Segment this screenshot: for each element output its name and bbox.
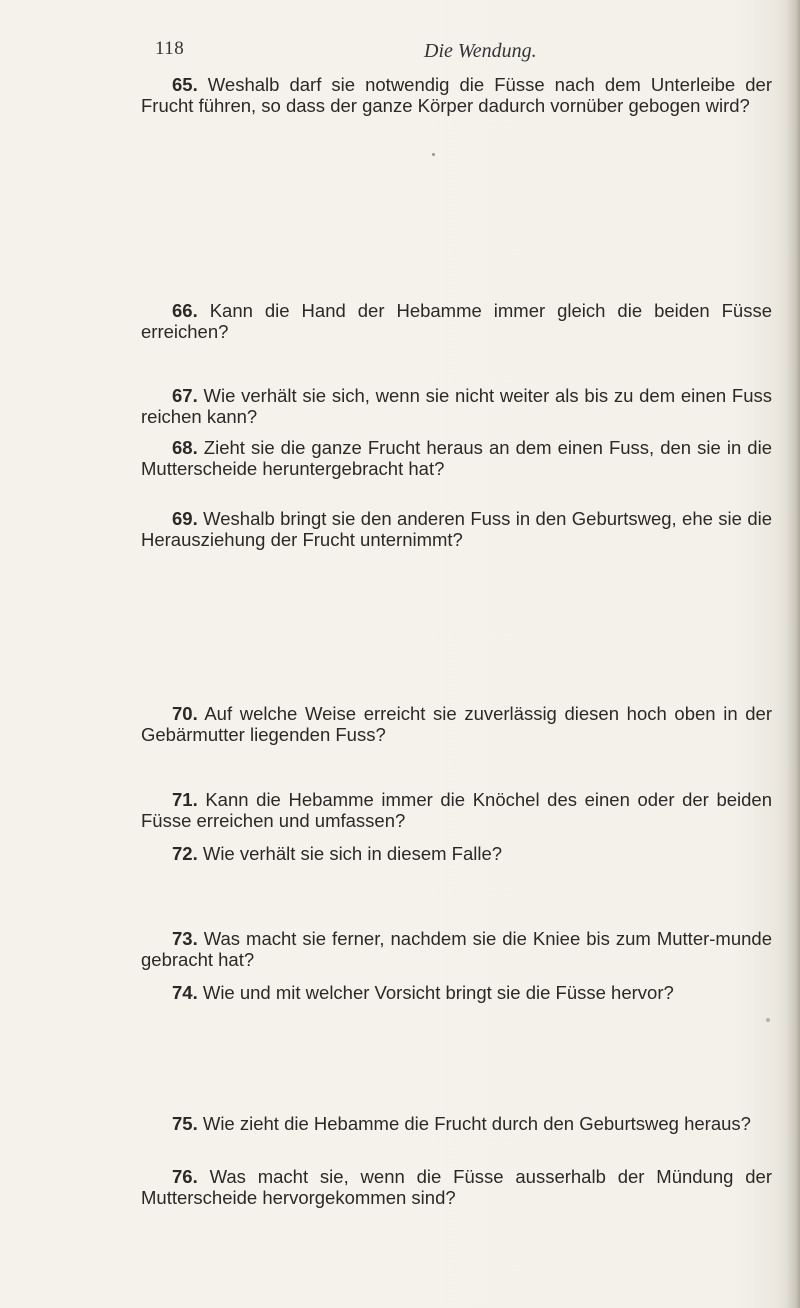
- question-number: 73.: [172, 928, 198, 949]
- question-66: [141, 300, 772, 342]
- page-number: 118: [155, 38, 185, 59]
- question-76: [141, 1166, 772, 1208]
- question-number: 69.: [172, 508, 198, 529]
- question-text: Was macht sie, wenn die Füsse ausserhalb der Mündung der Mutterscheide hervorgekommen sind?: [141, 1166, 773, 1208]
- page-edge-shadow: [786, 0, 800, 1308]
- question-text: Kann die Hebamme immer die Knöchel des einen oder der beiden Füsse erreichen und umfassen?: [141, 789, 773, 831]
- question-number: 75.: [172, 1113, 198, 1134]
- question-70: [141, 703, 772, 745]
- question-text: Wie verhält sie sich in diesem Falle?: [202, 843, 503, 864]
- question-72: [141, 843, 772, 864]
- question-text: Weshalb darf sie notwendig die Füsse nach dem Unterleibe der Frucht führen, so dass der ganze Körper dadurch vornüber gebogen wird?: [141, 74, 772, 116]
- question-71: [141, 789, 772, 831]
- question-number: 76.: [172, 1166, 198, 1187]
- question-67: [141, 385, 772, 427]
- question-text: Wie verhält sie sich, wenn sie nicht weiter als bis zu dem einen Fuss reichen kann?: [141, 385, 773, 427]
- question-65: [141, 74, 772, 116]
- question-number: 74.: [172, 982, 198, 1003]
- question-number: 66.: [172, 300, 198, 321]
- paper-speck: [432, 153, 435, 156]
- question-text: Wie und mit welcher Vorsicht bringt sie die Füsse hervor?: [202, 982, 674, 1003]
- question-text: Kann die Hand der Hebamme immer gleich die beiden Füsse erreichen?: [141, 300, 773, 342]
- question-73: [141, 928, 772, 970]
- question-75: [141, 1113, 772, 1134]
- question-69: [141, 508, 772, 550]
- question-number: 70.: [172, 703, 198, 724]
- question-68: [141, 437, 772, 479]
- question-text: Wie zieht die Hebamme die Frucht durch den Geburtsweg heraus?: [202, 1113, 751, 1134]
- question-number: 67.: [172, 385, 198, 406]
- question-number: 71.: [172, 789, 198, 810]
- running-head-title: Die Wendung.: [424, 40, 537, 62]
- question-number: 65.: [172, 74, 198, 95]
- question-text: Zieht sie die ganze Frucht heraus an dem einen Fuss, den sie in die Mutterscheide heruntergebracht hat?: [141, 437, 772, 479]
- question-number: 68.: [172, 437, 198, 458]
- question-number: 72.: [172, 843, 198, 864]
- question-74: [141, 982, 772, 1003]
- question-text: Auf welche Weise erreicht sie zuverlässig diesen hoch oben in der Gebärmutter liegenden Fuss?: [141, 703, 772, 745]
- question-text: Weshalb bringt sie den anderen Fuss in den Geburtsweg, ehe sie die Herausziehung der Frucht unternimmt?: [141, 508, 773, 550]
- paper-speck: [766, 1018, 770, 1022]
- question-text: Was macht sie ferner, nachdem sie die Kniee bis zum Mutter-munde gebracht hat?: [141, 928, 772, 970]
